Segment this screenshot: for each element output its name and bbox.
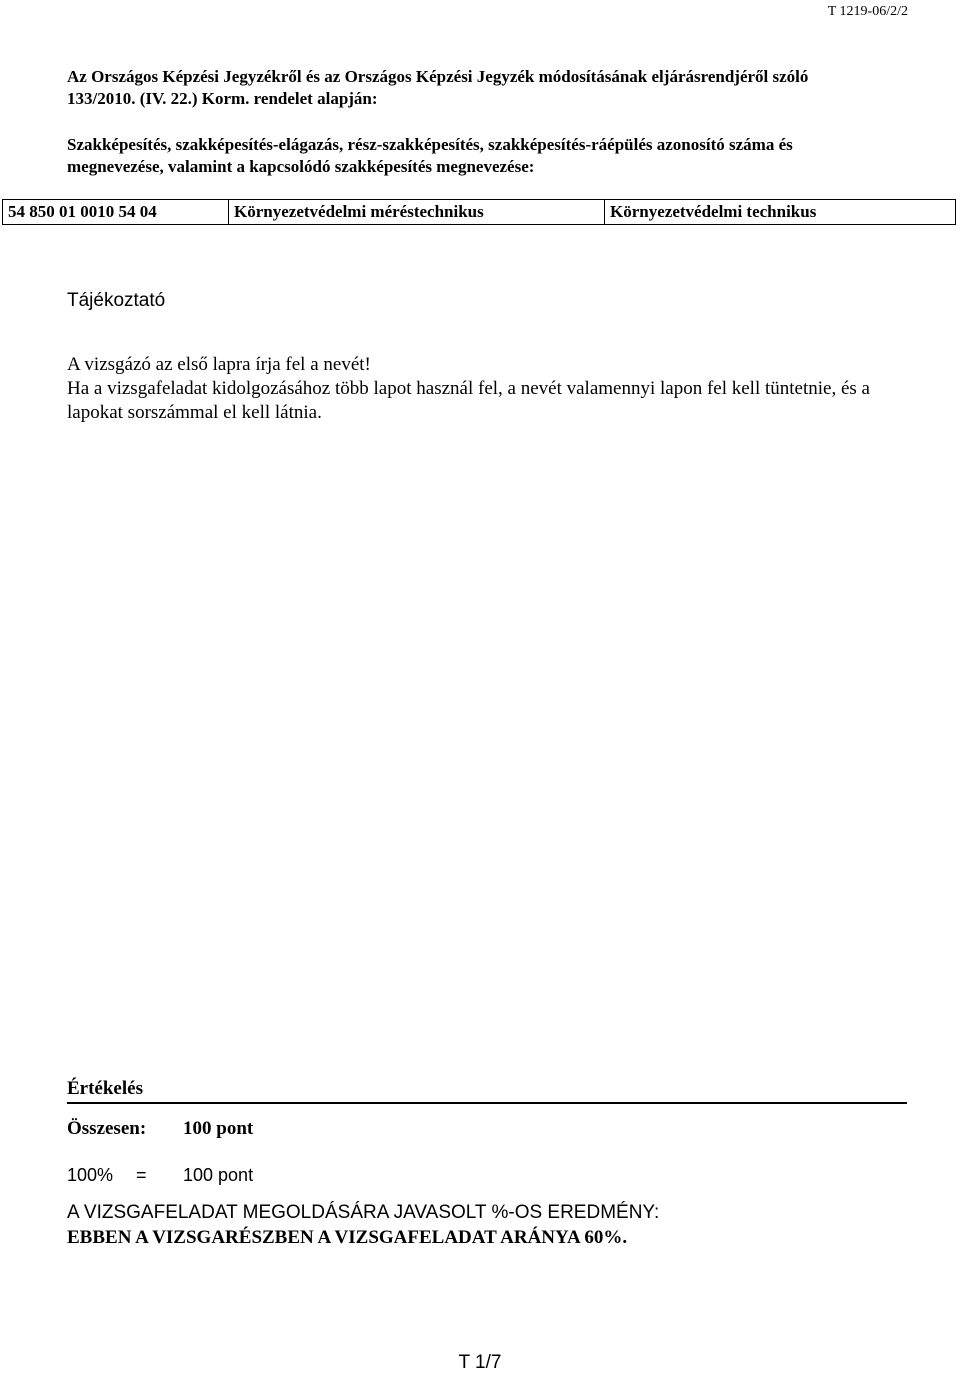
equals-sign: = bbox=[136, 1165, 147, 1185]
recommended-result: A VIZSGAFELADAT MEGOLDÁSÁRA JAVASOLT %-OS EREDMÉNY: bbox=[67, 1202, 660, 1223]
qualification-name: Környezetvédelmi méréstechnikus bbox=[229, 200, 605, 225]
percent-value: 100 pont bbox=[183, 1165, 254, 1185]
info-line-sheets: Ha a vizsgafeladat kidolgozásához több lapot használ fel, a nevét valamennyi lapon fel kell tüntetnie, és a lapokat sorszámmal el kell látnia. bbox=[67, 378, 870, 423]
evaluation-title: Értékelés bbox=[67, 1078, 143, 1099]
percent-label: 100% bbox=[67, 1165, 114, 1185]
info-line-name: A vizsgázó az első lapra írja fel a nevét! bbox=[67, 354, 371, 375]
qualification-table bbox=[2, 199, 956, 225]
info-body bbox=[67, 353, 897, 425]
page-code: T 1219-06/2/2 bbox=[827, 4, 908, 19]
qualification-code: 54 850 01 0010 54 04 bbox=[3, 200, 229, 225]
divider bbox=[67, 1102, 907, 1104]
task-ratio: EBBEN A VIZSGARÉSZBEN A VIZSGAFELADAT ARÁNYA 60%. bbox=[67, 1227, 628, 1248]
page-number: T 1/7 bbox=[458, 1352, 502, 1373]
qualification-description: Szakképesítés, szakképesítés-elágazás, rész-szakképesítés, szakképesítés-ráépülés azonosító száma és megnevezése, valamint a kapcsolódó szakképesítés megnevezése: bbox=[67, 135, 793, 176]
table-row bbox=[3, 200, 956, 225]
legal-basis-text: Az Országos Képzési Jegyzékről és az Országos Képzési Jegyzék módosításának eljárásrendjéről szóló 133/2010. (IV. 22.) Korm. rendelet alapján: bbox=[67, 67, 809, 108]
total-label: Összesen: bbox=[67, 1118, 147, 1139]
related-qualification: Környezetvédelmi technikus bbox=[605, 200, 956, 225]
info-title: Tájékoztató bbox=[67, 290, 166, 311]
total-value: 100 pont bbox=[183, 1118, 254, 1139]
